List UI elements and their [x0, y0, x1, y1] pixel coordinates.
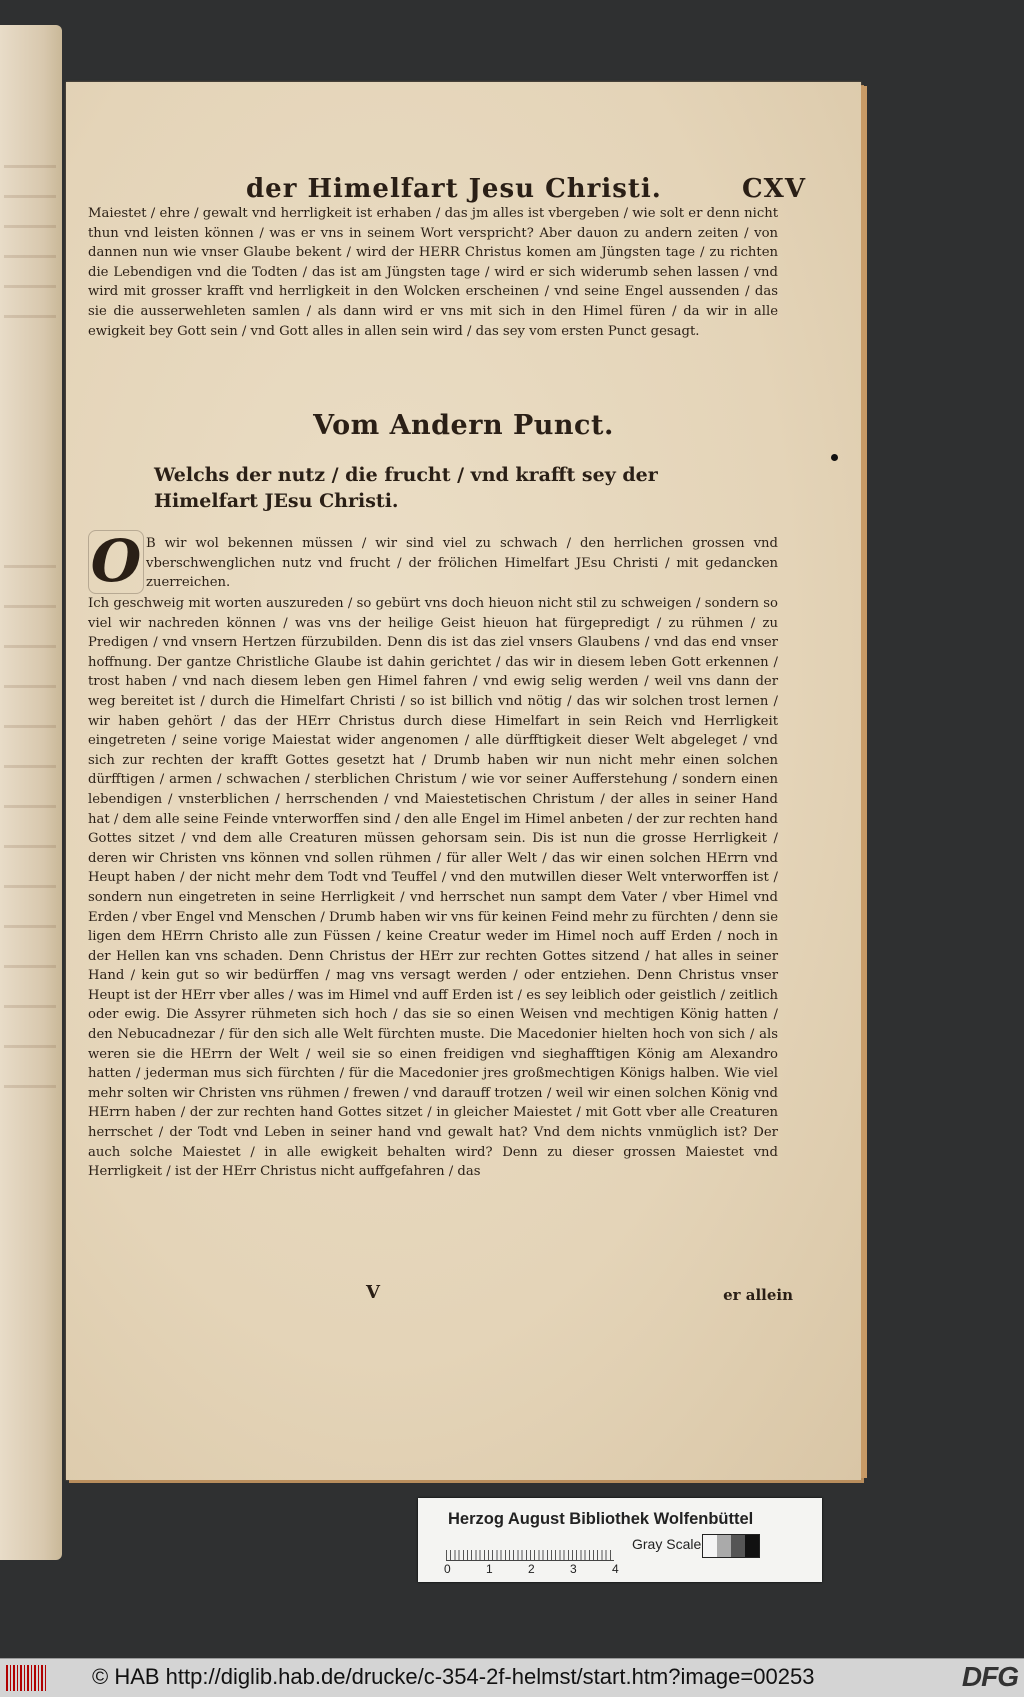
ruler-tick-label: 0 — [444, 1562, 451, 1576]
ink-dot — [831, 454, 838, 461]
library-name: Herzog August Bibliothek Wolfenbüttel — [448, 1510, 754, 1528]
page-edge — [861, 86, 867, 1478]
book-page — [66, 82, 861, 1480]
facing-page-edge — [0, 25, 62, 1560]
ruler-tick-label: 1 — [486, 1562, 493, 1576]
paragraph-2 — [88, 534, 778, 593]
running-title: der Himelfart Jesu Christi. — [246, 174, 662, 204]
subheading: Welchs der nutz / die frucht / vnd krafft sey der Himelfart JEsu Christi. — [154, 464, 658, 512]
drop-cap-initial: O — [88, 530, 144, 594]
signature-mark: V — [366, 1282, 380, 1303]
folio-number: CXV — [741, 174, 806, 204]
paragraph-3 — [88, 594, 778, 1182]
dfg-logo: DFG — [961, 1661, 1018, 1692]
source-url[interactable]: © HAB http://diglib.hab.de/drucke/c-354-2f-helmst/start.htm?image=00253 — [92, 1664, 815, 1689]
ruler-tick-label: 2 — [528, 1562, 535, 1576]
paragraph-1 — [88, 204, 778, 341]
gray-scale-swatches — [702, 1534, 760, 1558]
ruler-tick-label: 4 — [612, 1562, 619, 1576]
section-heading: Vom Andern Punct. — [313, 410, 614, 441]
barcode-icon — [6, 1665, 46, 1691]
catchword: er allein — [723, 1286, 793, 1304]
paragraph-1-text: Maiestet / ehre / gewalt vnd herrligkeit ist erhaben / das jm alles ist vbergeben / wie solt er denn nicht thun vnd leisten können / was er vns in seinem Wort verspricht? Aber dauon zu andern zeiten / von dannen nun wie vnser Glaube bekent / wird der HERR Christus komen am Jüngsten tage / zu richten die Lebendigen vnd die Todten / das ist am Jüngsten tage / wird er sich widerumb sehen lassen / vnd wird mit grosser krafft vnd herrligkeit in den Wolcken erscheinen / vnd seine Engel aussenden / das sie die ausserwehleten samlen / als dann wird er vns mit sich in den Himel füren / da wir in alle ewigkeit bey Gott sein / vnd Gott alles in allen sein wird / das sey vom ersten Punct gesagt. — [88, 206, 778, 339]
paragraph-3-text: Ich geschweig mit worten auszureden / so gebürt vns doch hieuon nicht stil zu schweigen / sondern so viel wir nachreden können / was vns der heilige Geist hieuon hat fürgepredigt / zu rühmen / zu Predigen / vnd vnsern Hertzen fürzubilden. Denn dis ist das ziel vnsers Glaubens / vnd das end vnser hoffnung. Der gantze Christliche Glaube ist dahin gerichtet / das wir in diesem leben Gott erkennen / trost haben / vnd nach diesem leben gen Himel fahren / vnd ewig selig werden / weil vns dann der weg bereitet ist / durch die Himelfart Christi / so ist billich vnd nötig / das wir solchen trost lernen / wir haben gehört / das der HErr Christus durch diese Himelfart in sein Reich vnd Herrligkeit eingetreten / seine vorige Maiestat wider angenomen / alle dürfftigkeit dieser Welt abgeleget / vnd sich zur rechten der krafft Gottes gesetzt hat / Drumb haben wir nun nicht mehr einen solchen dürfftigen / armen / schwachen / sterblichen Christum / wie vor seiner Aufferstehung / sondern einen lebendigen / vnsterblichen / herrschenden / vnd Maiestetischen Christum / der alles in seiner Hand hat / dem alle seine Feinde vnterworffen sind / den alle Engel im Himel anbeten / der zur rechten hand Gottes sitzet / vnd dem alle Creaturen müssen gehorsam sein. Dis ist nun die grosse Herrligkeit / deren wir Christen vns können vnd sollen rühmen / für aller Welt / das wir einen solchen HErrn vnd Heupt haben / der nicht mehr dem Todt vnd Teuffel / vnd den mutwillen dieser Welt vnterworffen ist / sondern nun eingetreten in seine Herrligkeit / vnd herrschet nun sampt dem Vater / vber Himel vnd Erden / vber Engel vnd Menschen / Drumb haben wir vns für keinen Feind mehr zu fürchten / denn sie ligen dem HErrn Christo alle zun Füssen / keine Creatur weder im Himel noch auff Erden / noch in der Hellen kan vns schaden. Denn Christus der HErr zur rechten Gottes sitzend / hat alles in seiner Hand / kein gut so wir bedürffen / mag vns versagt werden / oder entziehen. Denn Christus vnser Heupt ist der HErr vber alles / was im Himel vnd auff Erden ist / es sey leiblich oder geistlich / zeitlich oder ewig. Die Assyrer rühmeten sich hoch / das sie so einen Weisen vnd mechtigen König hatten / den Nebucadnezar / für den sich alle Welt fürchten muste. Die Macedonier hielten hoch von sich / als weren sie die HErrn der Welt / weil sie so einen freidigen vnd sieghafftigen König am Alexandro hatten / jederman mus sich fürchten / für die Macedonier jres großmechtigen Königs halben. Wie viel mehr solten wir Christen vns rühmen / frewen / vnd darauff trotzen / weil wir einen solchen König vnd HErrn haben / der zur rechten hand Gottes sitzet / in gleicher Maiestet / mit Gott vber alle Creaturen herrschet / der Todt vnd Leben in seiner hand vnd gewalt hat? Vnd dem nichts vnmüglich ist? Der auch solche Maiestet / in alle ewigkeit behalten wird? Denn zu dieser grossen Maiestet vnd Herrligkeit / ist der HErr Christus nicht auffgefahren / das — [88, 596, 778, 1180]
ruler-tick-label: 3 — [570, 1562, 577, 1576]
paragraph-2-text: B wir wol bekennen müssen / wir sind viel zu schwach / den herrlichen grossen vnd vberschwenglichen nutz vnd frucht / der frölichen Himelfart JEsu Christi / mit gedancken zuerreichen. — [146, 536, 778, 591]
cm-ruler — [446, 1540, 614, 1561]
gray-scale-label: Gray Scale — [632, 1536, 702, 1552]
footer-bar — [0, 1658, 1024, 1697]
color-scale-card — [418, 1498, 822, 1582]
